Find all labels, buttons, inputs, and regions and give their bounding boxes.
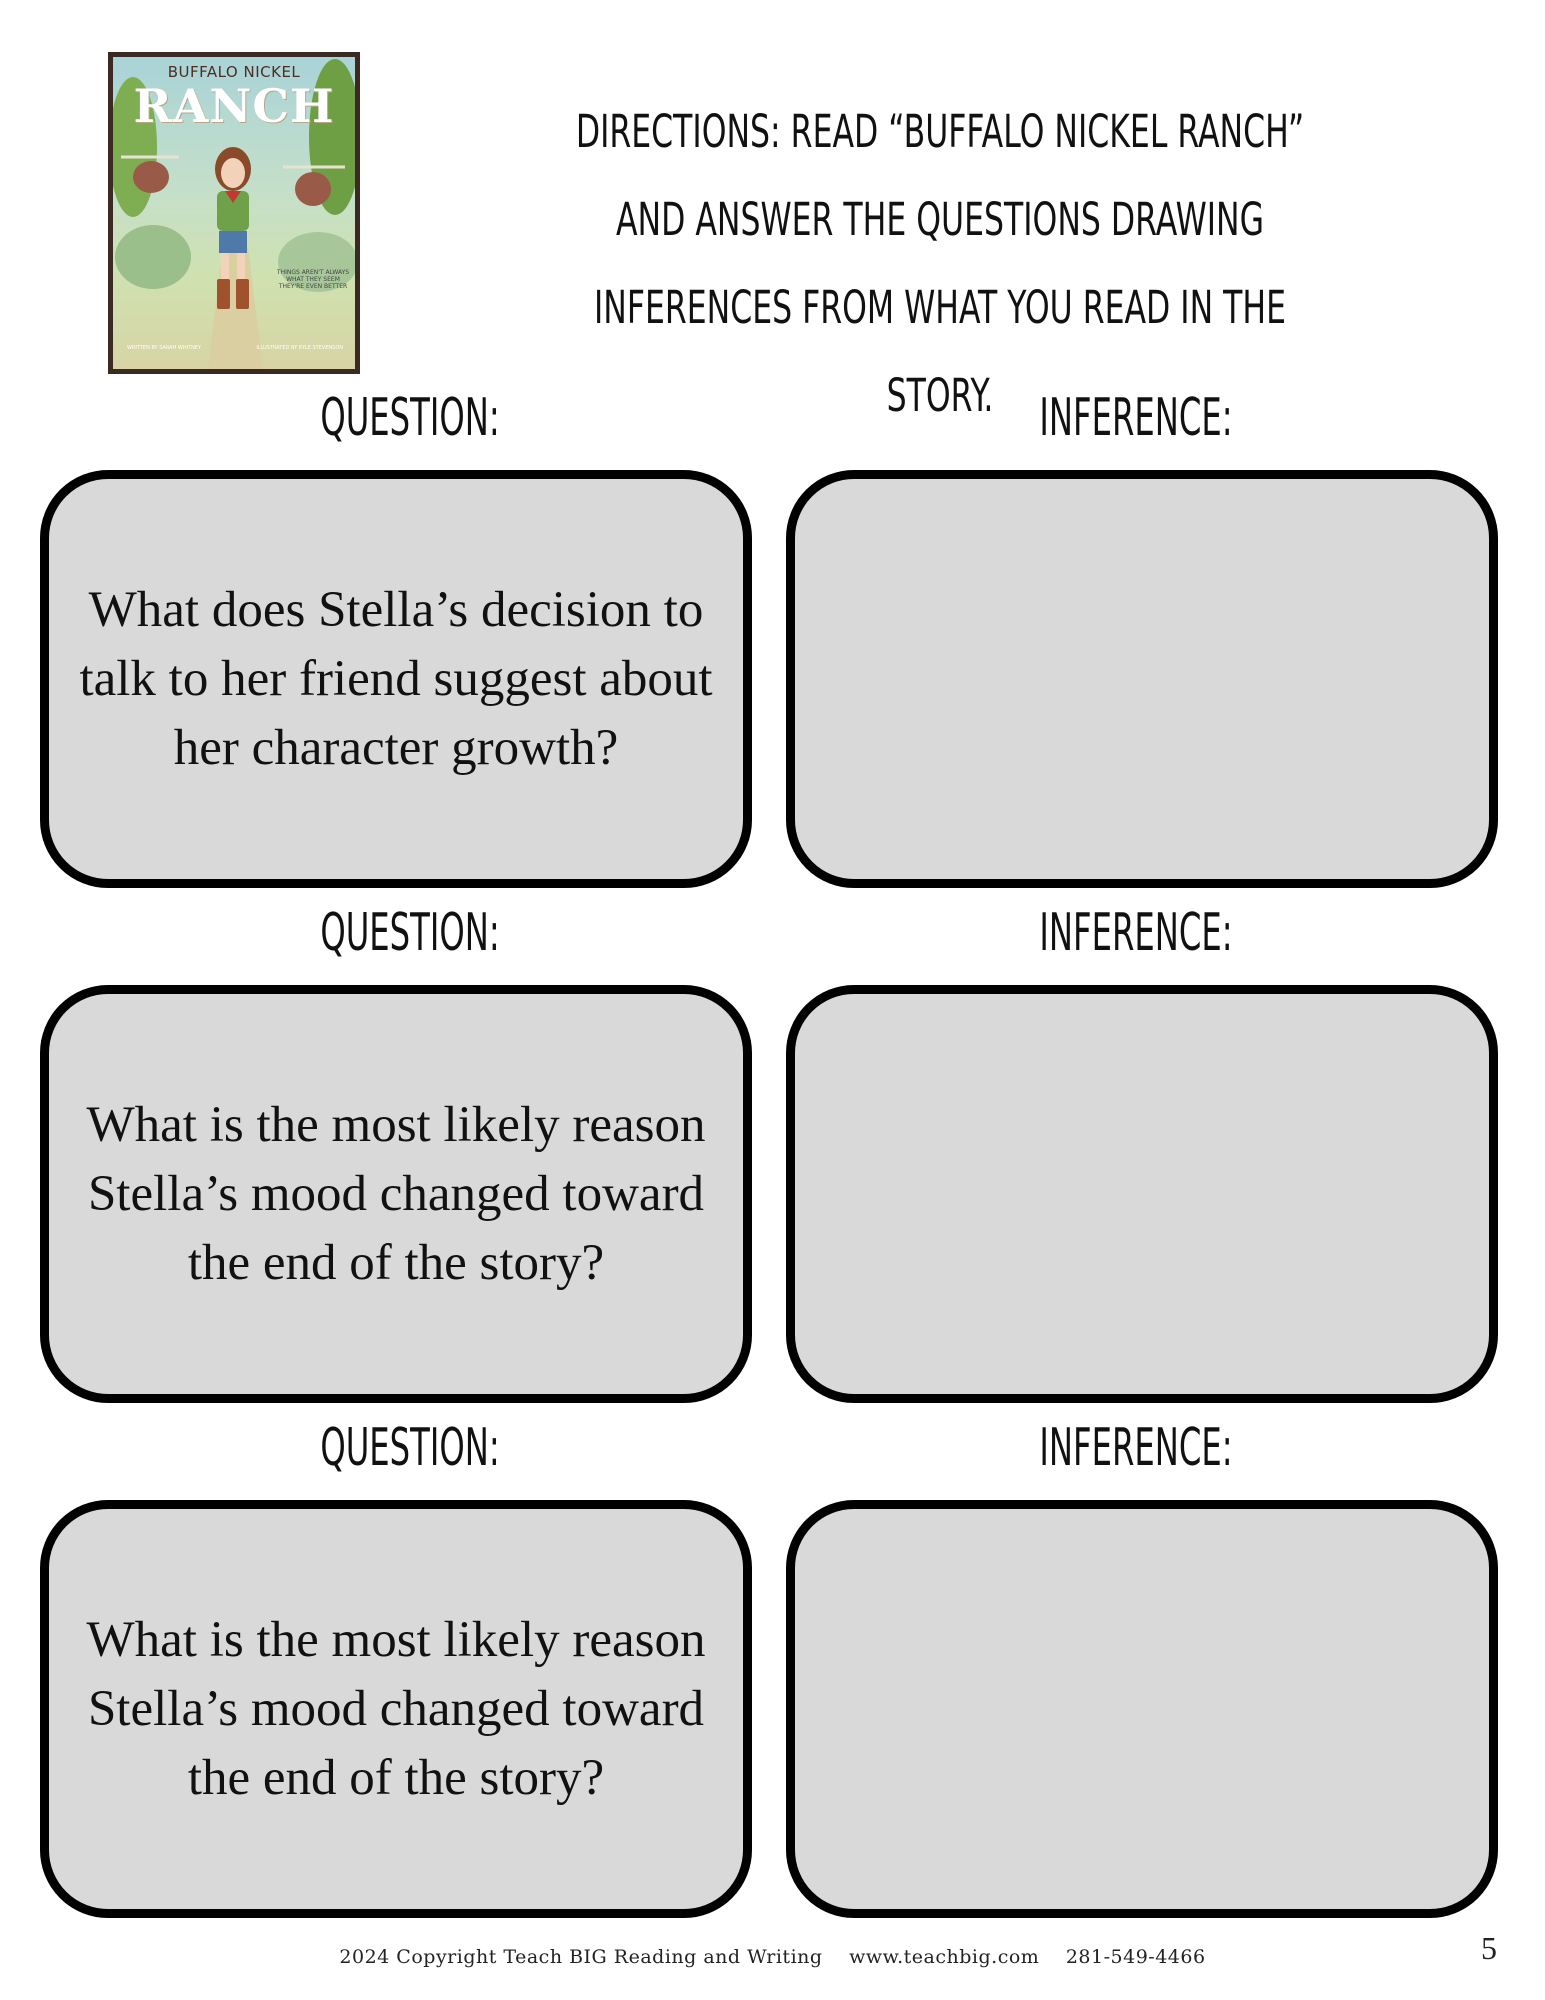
page-number: 5 (1481, 1930, 1497, 1966)
inference-answer-box[interactable] (786, 1500, 1498, 1918)
question-box (40, 1500, 752, 1918)
question-label: QUESTION: (320, 903, 500, 963)
footer-copyright: 2024 Copyright Teach BIG Reading and Writing (339, 1946, 823, 1968)
cover-tagline: THINGS AREN'T ALWAYS WHAT THEY SEEM THEY'RE EVEN BETTER (276, 269, 350, 290)
question-box (40, 470, 752, 888)
cover-author-credit: WRITTEN BY SARAH WHITNEY (127, 345, 202, 351)
inference-answer-box[interactable] (786, 985, 1498, 1403)
inference-label: INFERENCE: (1039, 388, 1233, 448)
question-label: QUESTION: (320, 388, 500, 448)
directions-text: DIRECTIONS: READ “BUFFALO NICKEL RANCH” AND ANSWER THE QUESTIONS DRAWING INFERENCES FROM WHAT YOU READ IN THE STORY. (575, 105, 1305, 422)
cover-title-main: RANCH (133, 79, 335, 133)
inference-label: INFERENCE: (1039, 1418, 1233, 1478)
question-text: What is the most likely reason Stella’s mood changed toward the end of the story? (86, 1611, 706, 1806)
inference-label: INFERENCE: (1039, 903, 1233, 963)
footer-website[interactable]: www.teachbig.com (849, 1946, 1040, 1968)
footer-phone: 281-549-4466 (1065, 1946, 1206, 1968)
question-text: What is the most likely reason Stella’s mood changed toward the end of the story? (86, 1096, 706, 1291)
inference-answer-box[interactable] (786, 470, 1498, 888)
cover-title-top: BUFFALO NICKEL (167, 63, 301, 81)
question-text: What does Stella’s decision to talk to her friend suggest about her character growth? (79, 581, 713, 776)
book-cover-image (108, 52, 360, 374)
footer (0, 1946, 1545, 1968)
cover-illustrator-credit: ILLUSTRATED BY KYLE STEVENSON (256, 345, 343, 351)
question-label: QUESTION: (320, 1418, 500, 1478)
question-box (40, 985, 752, 1403)
